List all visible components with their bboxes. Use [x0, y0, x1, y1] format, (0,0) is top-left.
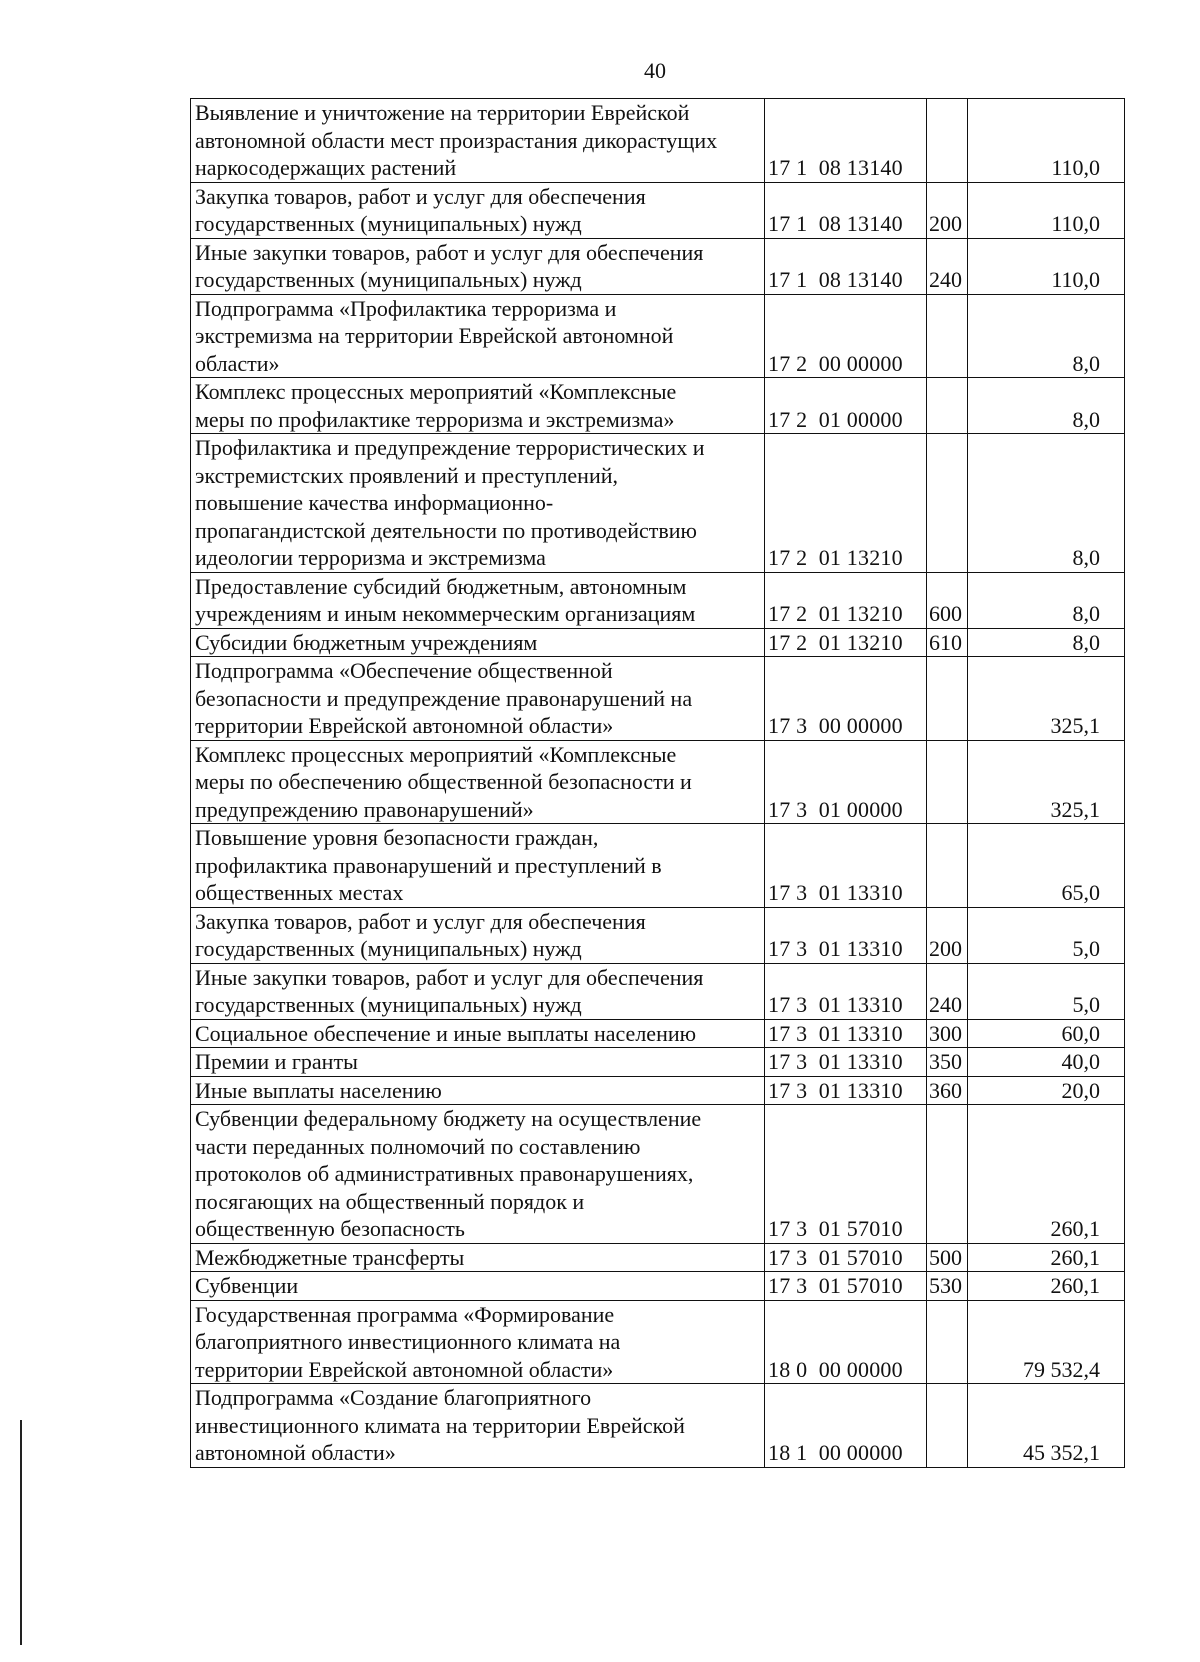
row-amount-cell: 8,0: [968, 294, 1125, 378]
row-amount-cell: 260,1: [968, 1272, 1125, 1301]
row-amount-cell: 20,0: [968, 1076, 1125, 1105]
table-row: [191, 628, 1125, 657]
table-row: [191, 963, 1125, 1019]
row-type-cell: 600: [927, 572, 968, 628]
table-row: [191, 294, 1125, 378]
row-name-cell: Субсидии бюджетным учреждениям: [191, 628, 765, 657]
row-amount-cell: 79 532,4: [968, 1300, 1125, 1384]
row-code-cell: 17 2 01 13210: [765, 572, 927, 628]
row-amount-cell: 325,1: [968, 740, 1125, 824]
row-code-cell: 17 1 08 13140: [765, 182, 927, 238]
table-row: [191, 740, 1125, 824]
scan-margin-line: [20, 1420, 22, 1645]
row-name-cell: Комплекс процессных мероприятий «Комплексные меры по обеспечению общественной безопасности и предупреждению правонарушений»: [191, 740, 765, 824]
row-code-cell: 17 3 01 57010: [765, 1243, 927, 1272]
row-amount-cell: 110,0: [968, 182, 1125, 238]
row-name-cell: Субвенции: [191, 1272, 765, 1301]
row-name-cell: Закупка товаров, работ и услуг для обеспечения государственных (муниципальных) нужд: [191, 907, 765, 963]
table-row: [191, 572, 1125, 628]
row-code-cell: 17 2 00 00000: [765, 294, 927, 378]
row-code-cell: 17 3 01 13310: [765, 907, 927, 963]
row-name-cell: Подпрограмма «Создание благоприятного инвестиционного климата на территории Еврейской автономной области»: [191, 1384, 765, 1468]
row-code-cell: 17 1 08 13140: [765, 238, 927, 294]
page-number: 40: [644, 58, 666, 83]
row-type-cell: 530: [927, 1272, 968, 1301]
row-code-cell: 17 2 01 13210: [765, 434, 927, 573]
row-type-cell: 240: [927, 963, 968, 1019]
row-type-cell: 300: [927, 1019, 968, 1048]
row-code-cell: 17 2 01 00000: [765, 378, 927, 434]
row-amount-cell: 260,1: [968, 1105, 1125, 1244]
row-name-cell: Выявление и уничтожение на территории Еврейской автономной области мест произрастания дикорастущих наркосодержащих растений: [191, 99, 765, 183]
budget-table: [190, 98, 1125, 1468]
row-code-cell: 18 0 00 00000: [765, 1300, 927, 1384]
row-name-cell: Премии и гранты: [191, 1048, 765, 1077]
table-row: [191, 1048, 1125, 1077]
row-amount-cell: 5,0: [968, 907, 1125, 963]
row-name-cell: Иные закупки товаров, работ и услуг для обеспечения государственных (муниципальных) нужд: [191, 963, 765, 1019]
row-amount-cell: 325,1: [968, 657, 1125, 741]
row-name-cell: Иные закупки товаров, работ и услуг для обеспечения государственных (муниципальных) нужд: [191, 238, 765, 294]
table-row: [191, 657, 1125, 741]
row-amount-cell: 5,0: [968, 963, 1125, 1019]
table-row: [191, 1300, 1125, 1384]
table-row: [191, 1019, 1125, 1048]
row-type-cell: 200: [927, 907, 968, 963]
row-type-cell: [927, 1105, 968, 1244]
row-code-cell: 17 1 08 13140: [765, 99, 927, 183]
row-amount-cell: 110,0: [968, 99, 1125, 183]
row-name-cell: Подпрограмма «Обеспечение общественной безопасности и предупреждение правонарушений на территории Еврейской автономной области»: [191, 657, 765, 741]
row-amount-cell: 8,0: [968, 378, 1125, 434]
table-body: [191, 99, 1125, 1468]
row-code-cell: 17 2 01 13210: [765, 628, 927, 657]
row-type-cell: 350: [927, 1048, 968, 1077]
table-row: [191, 1076, 1125, 1105]
row-type-cell: 240: [927, 238, 968, 294]
row-code-cell: 17 3 01 13310: [765, 1048, 927, 1077]
row-name-cell: Иные выплаты населению: [191, 1076, 765, 1105]
row-name-cell: Межбюджетные трансферты: [191, 1243, 765, 1272]
row-amount-cell: 8,0: [968, 628, 1125, 657]
row-type-cell: [927, 294, 968, 378]
row-type-cell: 610: [927, 628, 968, 657]
row-amount-cell: 8,0: [968, 434, 1125, 573]
row-amount-cell: 65,0: [968, 824, 1125, 908]
table-row: [191, 378, 1125, 434]
row-name-cell: Социальное обеспечение и иные выплаты населению: [191, 1019, 765, 1048]
row-amount-cell: 45 352,1: [968, 1384, 1125, 1468]
row-type-cell: [927, 824, 968, 908]
row-amount-cell: 40,0: [968, 1048, 1125, 1077]
row-name-cell: Подпрограмма «Профилактика терроризма и экстремизма на территории Еврейской автономной области»: [191, 294, 765, 378]
table-row: [191, 1105, 1125, 1244]
table-row: [191, 1243, 1125, 1272]
table-row: [191, 99, 1125, 183]
row-code-cell: 17 3 01 13310: [765, 824, 927, 908]
row-code-cell: 17 3 01 00000: [765, 740, 927, 824]
row-amount-cell: 110,0: [968, 238, 1125, 294]
row-name-cell: Государственная программа «Формирование благоприятного инвестиционного климата на территории Еврейской автономной области»: [191, 1300, 765, 1384]
row-type-cell: 360: [927, 1076, 968, 1105]
row-type-cell: [927, 657, 968, 741]
row-name-cell: Комплекс процессных мероприятий «Комплексные меры по профилактике терроризма и экстремизма»: [191, 378, 765, 434]
row-type-cell: [927, 740, 968, 824]
row-code-cell: 17 3 00 00000: [765, 657, 927, 741]
table-row: [191, 182, 1125, 238]
table-row: [191, 1384, 1125, 1468]
row-name-cell: Субвенции федеральному бюджету на осуществление части переданных полномочий по составлению протоколов об административных правонарушениях, посягающих на общественный порядок и общественную безопасность: [191, 1105, 765, 1244]
row-type-cell: [927, 1384, 968, 1468]
row-type-cell: [927, 99, 968, 183]
row-amount-cell: 60,0: [968, 1019, 1125, 1048]
row-code-cell: 17 3 01 13310: [765, 963, 927, 1019]
row-type-cell: 500: [927, 1243, 968, 1272]
row-name-cell: Профилактика и предупреждение террористических и экстремистских проявлений и преступлений, повышение качества информационно- пропагандистской деятельности по противодействию идеологии терроризма и экстремизма: [191, 434, 765, 573]
row-name-cell: Предоставление субсидий бюджетным, автономным учреждениям и иным некоммерческим организациям: [191, 572, 765, 628]
row-code-cell: 17 3 01 13310: [765, 1019, 927, 1048]
row-amount-cell: 8,0: [968, 572, 1125, 628]
row-type-cell: [927, 434, 968, 573]
table-row: [191, 907, 1125, 963]
row-type-cell: 200: [927, 182, 968, 238]
table-row: [191, 434, 1125, 573]
table-row: [191, 824, 1125, 908]
row-code-cell: 17 3 01 57010: [765, 1105, 927, 1244]
table-row: [191, 238, 1125, 294]
row-name-cell: Закупка товаров, работ и услуг для обеспечения государственных (муниципальных) нужд: [191, 182, 765, 238]
row-code-cell: 18 1 00 00000: [765, 1384, 927, 1468]
row-code-cell: 17 3 01 13310: [765, 1076, 927, 1105]
row-amount-cell: 260,1: [968, 1243, 1125, 1272]
table-row: [191, 1272, 1125, 1301]
row-type-cell: [927, 1300, 968, 1384]
row-code-cell: 17 3 01 57010: [765, 1272, 927, 1301]
row-name-cell: Повышение уровня безопасности граждан, профилактика правонарушений и преступлений в общественных местах: [191, 824, 765, 908]
row-type-cell: [927, 378, 968, 434]
